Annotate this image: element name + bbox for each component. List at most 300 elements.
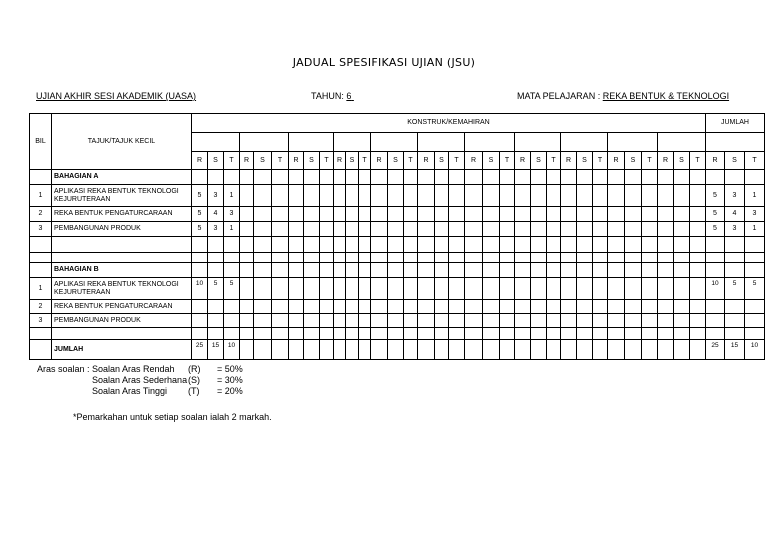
total-s-cell <box>725 300 745 314</box>
table-cell <box>642 253 658 263</box>
table-cell <box>608 278 625 300</box>
table-cell <box>745 170 765 185</box>
table-cell <box>404 222 418 237</box>
topic-text: REKA BENTUK PENGATURCARAAN <box>54 302 173 310</box>
table-cell <box>531 237 547 253</box>
topic-cell <box>52 300 192 314</box>
topic-text-cont: KEJURUTERAAN <box>54 288 111 296</box>
section-label: BAHAGIAN A <box>52 170 192 185</box>
rst-label: R <box>706 152 725 170</box>
rst-label: T <box>642 152 658 170</box>
note-percent: = 20% <box>217 386 243 396</box>
table-cell <box>625 328 642 340</box>
table-cell <box>547 263 561 278</box>
table-cell <box>674 263 690 278</box>
table-cell <box>404 185 418 207</box>
rst-label: T <box>359 152 371 170</box>
table-cell <box>465 328 483 340</box>
rst-label: R <box>561 152 577 170</box>
table-cell <box>483 253 500 263</box>
table-cell <box>289 300 304 314</box>
table-cell <box>320 340 334 360</box>
table-cell <box>388 185 404 207</box>
table-cell <box>346 300 359 314</box>
topic-cell <box>52 314 192 328</box>
table-cell <box>449 207 465 222</box>
table-row <box>30 300 765 314</box>
table-cell <box>272 237 289 253</box>
table-cell <box>483 222 500 237</box>
table-row <box>30 253 765 263</box>
table-cell <box>208 170 224 185</box>
table-cell <box>547 207 561 222</box>
page-title: JADUAL SPESIFIKASI UJIAN (JSU) <box>292 56 476 69</box>
table-cell <box>240 253 254 263</box>
table-cell <box>346 222 359 237</box>
exam-name: UJIAN AKHIR SESI AKADEMIK (UASA) <box>36 91 197 101</box>
table-cell <box>531 222 547 237</box>
table-cell <box>515 314 531 328</box>
table-cell <box>320 237 334 253</box>
rst-label: S <box>254 152 272 170</box>
table-cell <box>577 340 593 360</box>
table-cell <box>371 207 388 222</box>
table-cell <box>388 328 404 340</box>
table-cell <box>320 314 334 328</box>
table-row <box>30 328 765 340</box>
grand-t-cell: 10 <box>224 340 240 360</box>
table-cell <box>690 170 706 185</box>
table-cell <box>240 170 254 185</box>
table-cell <box>334 263 346 278</box>
table-cell <box>254 237 272 253</box>
table-cell <box>289 170 304 185</box>
table-cell <box>531 300 547 314</box>
table-cell <box>208 263 224 278</box>
table-cell <box>289 253 304 263</box>
table-cell <box>346 170 359 185</box>
table-cell <box>254 170 272 185</box>
table-cell <box>240 314 254 328</box>
table-cell <box>289 328 304 340</box>
table-cell <box>30 237 52 253</box>
table-cell <box>30 253 52 263</box>
level-t-cell: 5 <box>224 278 240 300</box>
table-row <box>30 114 765 133</box>
table-cell <box>547 328 561 340</box>
table-cell <box>404 263 418 278</box>
table-cell <box>577 253 593 263</box>
table-cell <box>465 253 483 263</box>
table-cell <box>435 263 449 278</box>
table-cell <box>359 328 371 340</box>
table-cell <box>192 237 208 253</box>
table-cell <box>346 237 359 253</box>
table-cell <box>304 263 320 278</box>
table-cell <box>577 207 593 222</box>
table-cell <box>304 237 320 253</box>
table-cell <box>371 185 388 207</box>
table-cell <box>359 207 371 222</box>
table-cell <box>483 328 500 340</box>
table-cell <box>254 263 272 278</box>
table-cell <box>435 340 449 360</box>
table-cell <box>359 278 371 300</box>
bil-cell: 1 <box>30 185 52 207</box>
table-cell <box>388 300 404 314</box>
total-t-cell: 5 <box>745 278 765 300</box>
table-cell <box>30 340 52 360</box>
total-s-cell: 4 <box>725 207 745 222</box>
table-cell <box>272 253 289 263</box>
table-cell <box>359 263 371 278</box>
table-cell <box>240 278 254 300</box>
table-cell <box>418 263 435 278</box>
table-cell <box>304 328 320 340</box>
table-cell <box>725 170 745 185</box>
rst-label: T <box>690 152 706 170</box>
construct-subheader <box>240 133 289 152</box>
table-cell <box>608 340 625 360</box>
section-label: BAHAGIAN B <box>52 263 192 278</box>
total-r-cell: 5 <box>706 185 725 207</box>
level-r-cell: 5 <box>192 185 208 207</box>
table-cell <box>561 253 577 263</box>
table-cell <box>404 253 418 263</box>
table-cell <box>371 300 388 314</box>
level-t-cell: 3 <box>224 207 240 222</box>
table-cell <box>608 253 625 263</box>
table-row <box>30 340 765 360</box>
construct-subheader <box>465 133 515 152</box>
table-cell <box>745 328 765 340</box>
level-r-cell: 10 <box>192 278 208 300</box>
table-cell <box>449 314 465 328</box>
note-label: Soalan Aras Tinggi <box>92 386 168 396</box>
table-cell <box>371 170 388 185</box>
table-cell <box>272 328 289 340</box>
table-cell <box>515 185 531 207</box>
table-cell <box>674 278 690 300</box>
table-cell <box>658 237 674 253</box>
table-cell <box>254 185 272 207</box>
table-cell <box>642 300 658 314</box>
table-cell <box>625 237 642 253</box>
total-s-cell <box>725 314 745 328</box>
year-field <box>311 91 354 101</box>
table-cell <box>658 340 674 360</box>
table-cell <box>304 300 320 314</box>
table-cell <box>30 170 52 185</box>
table-cell <box>500 263 515 278</box>
table-cell <box>745 263 765 278</box>
total-r-cell: 5 <box>706 222 725 237</box>
table-cell <box>531 340 547 360</box>
table-cell <box>577 185 593 207</box>
rst-label: S <box>208 152 224 170</box>
table-cell <box>658 300 674 314</box>
table-cell <box>359 314 371 328</box>
table-cell <box>346 263 359 278</box>
rst-label: T <box>449 152 465 170</box>
rst-label: S <box>435 152 449 170</box>
construct-subheader <box>658 133 706 152</box>
table-cell <box>625 222 642 237</box>
table-cell <box>334 278 346 300</box>
table-cell <box>515 170 531 185</box>
table-cell <box>272 170 289 185</box>
construct-subheader <box>608 133 658 152</box>
table-cell <box>254 300 272 314</box>
rst-label: S <box>483 152 500 170</box>
table-cell <box>483 300 500 314</box>
jumlah-header: JUMLAH <box>706 114 765 133</box>
rst-label: R <box>515 152 531 170</box>
table-cell <box>625 253 642 263</box>
table-cell <box>547 314 561 328</box>
table-cell <box>359 340 371 360</box>
rst-label: S <box>304 152 320 170</box>
construct-subheader <box>192 133 240 152</box>
table-cell <box>515 263 531 278</box>
table-cell <box>658 207 674 222</box>
rst-label: S <box>346 152 359 170</box>
rst-label: R <box>465 152 483 170</box>
table-cell <box>483 314 500 328</box>
table-cell <box>418 253 435 263</box>
marking-footnote: *Pemarkahan untuk setiap soalan ialah 2 markah. <box>73 412 272 422</box>
note-percent: = 30% <box>217 375 243 385</box>
table-cell <box>515 222 531 237</box>
table-cell <box>674 314 690 328</box>
rst-label: R <box>334 152 346 170</box>
table-cell <box>418 340 435 360</box>
table-cell <box>418 300 435 314</box>
table-cell <box>625 314 642 328</box>
bil-cell: 3 <box>30 314 52 328</box>
table-cell <box>435 314 449 328</box>
table-cell <box>658 222 674 237</box>
table-cell <box>500 170 515 185</box>
table-cell <box>561 314 577 328</box>
level-s-cell <box>208 300 224 314</box>
table-cell <box>371 263 388 278</box>
table-cell <box>435 222 449 237</box>
table-cell <box>690 300 706 314</box>
table-cell <box>254 340 272 360</box>
rst-label: S <box>725 152 745 170</box>
table-cell <box>304 253 320 263</box>
construct-subheader <box>418 133 465 152</box>
table-cell <box>642 170 658 185</box>
table-cell <box>658 263 674 278</box>
level-t-cell <box>224 300 240 314</box>
table-cell <box>465 340 483 360</box>
table-cell <box>388 263 404 278</box>
level-s-cell <box>208 314 224 328</box>
table-cell <box>449 340 465 360</box>
table-cell <box>418 278 435 300</box>
table-cell <box>388 170 404 185</box>
table-cell <box>272 278 289 300</box>
table-cell <box>483 170 500 185</box>
rst-label: T <box>272 152 289 170</box>
table-cell <box>577 170 593 185</box>
table-cell <box>515 300 531 314</box>
table-cell <box>254 314 272 328</box>
table-cell <box>418 170 435 185</box>
table-cell <box>561 170 577 185</box>
table-cell <box>547 300 561 314</box>
table-cell <box>320 207 334 222</box>
table-cell <box>690 340 706 360</box>
table-cell <box>531 278 547 300</box>
level-t-cell <box>224 314 240 328</box>
table-cell <box>658 170 674 185</box>
topic-cell <box>52 222 192 237</box>
construct-subheader <box>289 133 334 152</box>
table-cell <box>304 170 320 185</box>
table-cell <box>465 207 483 222</box>
table-cell <box>531 263 547 278</box>
table-cell <box>334 237 346 253</box>
table-cell <box>515 328 531 340</box>
table-cell <box>515 278 531 300</box>
table-cell <box>449 253 465 263</box>
table-cell <box>608 314 625 328</box>
table-cell <box>674 185 690 207</box>
table-cell <box>625 340 642 360</box>
table-cell <box>642 278 658 300</box>
rst-label: T <box>404 152 418 170</box>
table-cell <box>449 300 465 314</box>
table-cell <box>725 328 745 340</box>
table-row <box>30 185 765 207</box>
total-r-cell: 10 <box>706 278 725 300</box>
table-cell <box>371 278 388 300</box>
table-cell <box>593 340 608 360</box>
table-cell <box>483 278 500 300</box>
total-r-cell <box>706 300 725 314</box>
table-cell <box>690 253 706 263</box>
table-cell <box>449 328 465 340</box>
total-t-cell <box>745 300 765 314</box>
table-cell <box>240 207 254 222</box>
table-cell <box>404 207 418 222</box>
rst-label: S <box>577 152 593 170</box>
table-cell <box>272 300 289 314</box>
level-r-cell: 5 <box>192 222 208 237</box>
table-cell <box>435 300 449 314</box>
table-cell <box>289 237 304 253</box>
table-cell <box>359 237 371 253</box>
table-cell <box>404 340 418 360</box>
table-cell <box>690 207 706 222</box>
total-r-cell <box>706 314 725 328</box>
table-cell <box>371 253 388 263</box>
rst-label: R <box>289 152 304 170</box>
table-cell <box>371 340 388 360</box>
table-cell <box>561 222 577 237</box>
table-cell <box>346 328 359 340</box>
table-cell <box>577 222 593 237</box>
table-cell <box>500 237 515 253</box>
table-cell <box>320 263 334 278</box>
table-cell <box>240 185 254 207</box>
table-cell <box>304 222 320 237</box>
rst-label: S <box>388 152 404 170</box>
table-cell <box>706 170 725 185</box>
table-cell <box>547 222 561 237</box>
table-cell <box>418 314 435 328</box>
table-cell <box>388 314 404 328</box>
table-cell <box>465 300 483 314</box>
table-cell <box>608 237 625 253</box>
table-cell <box>346 314 359 328</box>
table-cell <box>418 222 435 237</box>
total-label: JUMLAH <box>52 340 192 360</box>
table-cell <box>500 328 515 340</box>
table-cell <box>625 170 642 185</box>
rst-label: R <box>658 152 674 170</box>
table-row <box>30 170 765 185</box>
table-cell <box>240 328 254 340</box>
table-cell <box>359 300 371 314</box>
table-cell <box>371 237 388 253</box>
table-cell <box>725 253 745 263</box>
note-label: Soalan Aras Rendah <box>92 364 175 374</box>
total-t-cell: 3 <box>745 207 765 222</box>
table-cell <box>593 170 608 185</box>
year-value: 6 <box>346 91 352 101</box>
table-cell <box>577 314 593 328</box>
table-cell <box>625 207 642 222</box>
table-row <box>30 263 765 278</box>
table-cell <box>577 278 593 300</box>
table-cell <box>547 185 561 207</box>
table-cell <box>359 170 371 185</box>
rst-label: T <box>547 152 561 170</box>
table-cell <box>359 253 371 263</box>
table-cell <box>52 237 192 253</box>
table-row <box>30 222 765 237</box>
table-cell <box>561 300 577 314</box>
table-cell <box>192 253 208 263</box>
table-cell <box>254 278 272 300</box>
topic-text: APLIKASI REKA BENTUK TEKNOLOGI <box>54 280 179 288</box>
table-cell <box>289 263 304 278</box>
table-cell <box>418 328 435 340</box>
table-cell <box>272 222 289 237</box>
table-cell <box>465 237 483 253</box>
rst-label: S <box>531 152 547 170</box>
table-cell <box>608 170 625 185</box>
table-cell <box>320 328 334 340</box>
total-r-cell: 5 <box>706 207 725 222</box>
table-cell <box>208 328 224 340</box>
table-cell <box>449 263 465 278</box>
table-cell <box>593 314 608 328</box>
table-cell <box>658 185 674 207</box>
table-cell <box>561 185 577 207</box>
total-t-cell <box>745 314 765 328</box>
table-cell <box>674 253 690 263</box>
rst-label: R <box>192 152 208 170</box>
table-cell <box>224 263 240 278</box>
table-cell <box>561 328 577 340</box>
table-cell <box>289 278 304 300</box>
table-cell <box>642 237 658 253</box>
